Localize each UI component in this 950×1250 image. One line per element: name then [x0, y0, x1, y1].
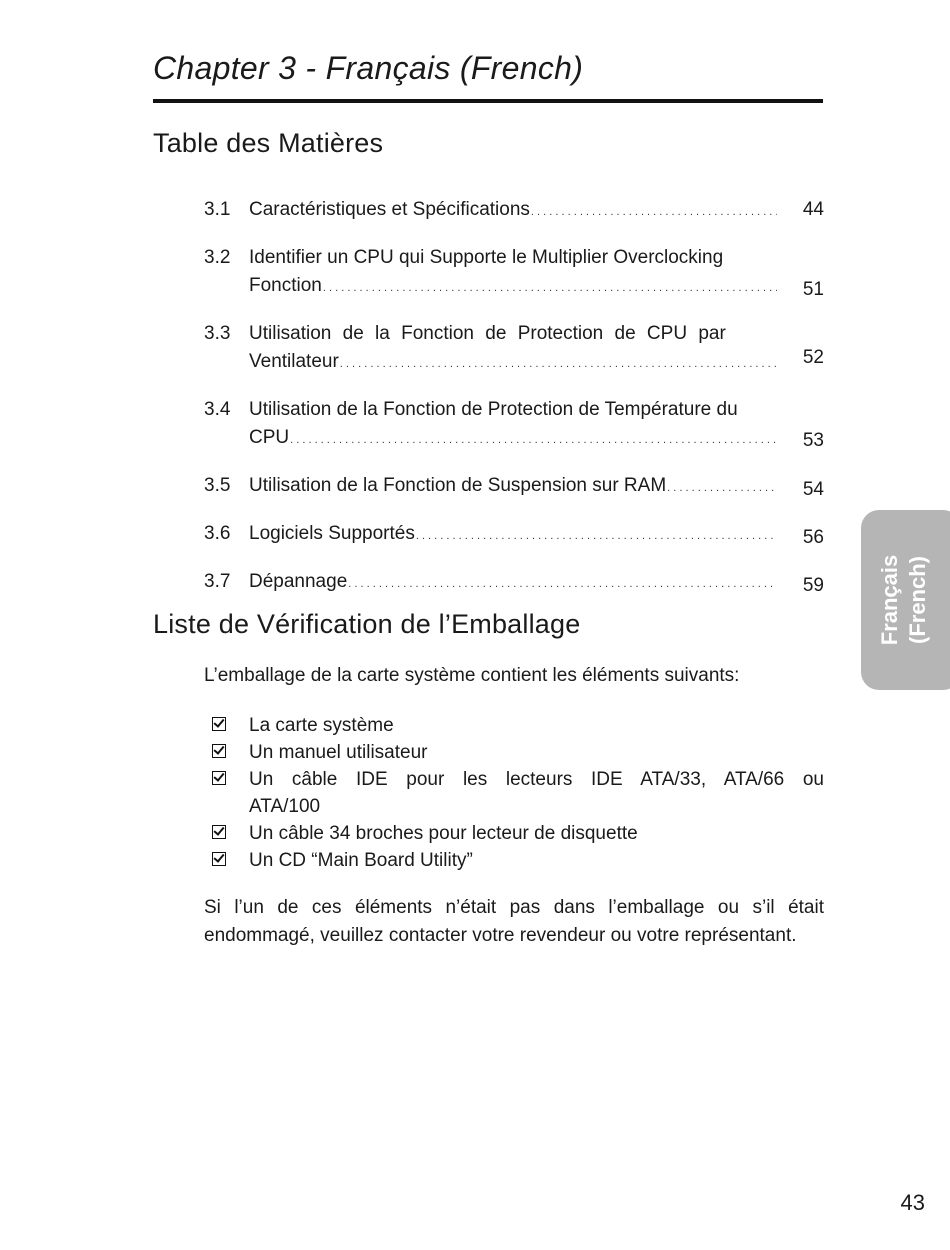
- packing-checklist-title: Liste de Vérification de l’Emballage: [153, 609, 581, 639]
- chapter-title: Chapter 3 - Français (French): [153, 50, 584, 86]
- toc-entry-page: 52: [802, 347, 824, 368]
- checkbox-checked-icon: [212, 744, 226, 758]
- toc-entry-number: 3.4: [204, 399, 231, 420]
- checkbox-checked-icon: [212, 717, 226, 731]
- toc-entry-title: Identifier un CPU qui Supporte le Multiplier Overclocking: [249, 247, 724, 268]
- side-tab-line1: Français: [877, 554, 902, 646]
- toc-entry-number: 3.1: [204, 199, 231, 220]
- checklist-item: [212, 847, 824, 874]
- toc-entry[interactable]: [204, 196, 824, 226]
- packing-checklist: [212, 712, 824, 874]
- toc-entry[interactable]: [204, 244, 824, 302]
- table-of-contents: [204, 196, 824, 598]
- toc-entry-title: Utilisation de la Fonction de Protection de Température du: [249, 399, 738, 420]
- toc-entry[interactable]: [204, 320, 824, 378]
- toc-entry-page: 54: [802, 479, 824, 500]
- toc-entry[interactable]: [204, 568, 824, 598]
- packing-note: Si l’un de ces éléments n’était pas dans l’emballage ou s’il était endommagé, veuillez contacter votre revendeur ou votre représentant.: [204, 897, 824, 946]
- toc-leader-dots: [416, 522, 777, 550]
- toc-leader-dots: [290, 426, 777, 454]
- toc-entry-number: 3.7: [204, 571, 231, 592]
- checklist-item: [212, 820, 824, 847]
- toc-entry-number: 3.3: [204, 323, 231, 344]
- checklist-item-label: Un CD “Main Board Utility”: [249, 850, 473, 871]
- checkbox-checked-icon: [212, 852, 226, 866]
- toc-entry-page: 51: [802, 279, 824, 300]
- toc-entry[interactable]: [204, 520, 824, 550]
- toc-entry-title-cont: Fonction: [249, 275, 322, 296]
- toc-entry[interactable]: [204, 472, 824, 502]
- toc-leader-dots: [531, 198, 777, 226]
- toc-entry-title-cont: Ventilateur: [249, 351, 339, 372]
- checklist-item: [212, 739, 824, 766]
- toc-entry-title: Logiciels Supportés: [249, 523, 415, 544]
- checklist-item: [212, 712, 824, 739]
- chapter-rule: [153, 99, 823, 103]
- toc-leader-dots: [667, 474, 777, 502]
- toc-entry-title: Utilisation de la Fonction de Protection de CPU par: [249, 323, 726, 344]
- toc-leader-dots: [348, 570, 777, 598]
- toc-entry-title: Caractéristiques et Spécifications: [249, 199, 530, 220]
- toc-entry[interactable]: [204, 396, 824, 454]
- toc-entry-page: 59: [802, 575, 824, 596]
- toc-leader-dots: [340, 350, 777, 378]
- toc-entry-title: Dépannage: [249, 571, 348, 592]
- packing-intro: L’emballage de la carte système contient les éléments suivants:: [204, 665, 740, 686]
- toc-entry-title: Utilisation de la Fonction de Suspension sur RAM: [249, 475, 667, 496]
- toc-leader-dots: [323, 274, 777, 302]
- checkbox-checked-icon: [212, 825, 226, 839]
- side-tab-line2: (French): [905, 556, 930, 644]
- checkbox-checked-icon: [212, 771, 226, 785]
- toc-title: Table des Matières: [153, 128, 384, 158]
- toc-entry-title-cont: CPU: [249, 427, 290, 448]
- toc-entry-page: 44: [802, 199, 824, 220]
- checklist-item-label: La carte système: [249, 715, 394, 736]
- toc-entry-number: 3.2: [204, 247, 231, 268]
- toc-entry-page: 56: [802, 527, 824, 548]
- checklist-item-label: Un câble 34 broches pour lecteur de disquette: [249, 823, 638, 844]
- checklist-item-label: Un manuel utilisateur: [249, 742, 428, 763]
- checklist-item-label: Un câble IDE pour les lecteurs IDE ATA/33, ATA/66 ou ATA/100: [249, 769, 824, 817]
- page-number: 43: [900, 1190, 925, 1215]
- toc-entry-number: 3.6: [204, 523, 231, 544]
- checklist-item: [212, 766, 824, 820]
- language-side-tab-label: [876, 510, 936, 690]
- toc-entry-number: 3.5: [204, 475, 231, 496]
- toc-entry-page: 53: [802, 430, 824, 451]
